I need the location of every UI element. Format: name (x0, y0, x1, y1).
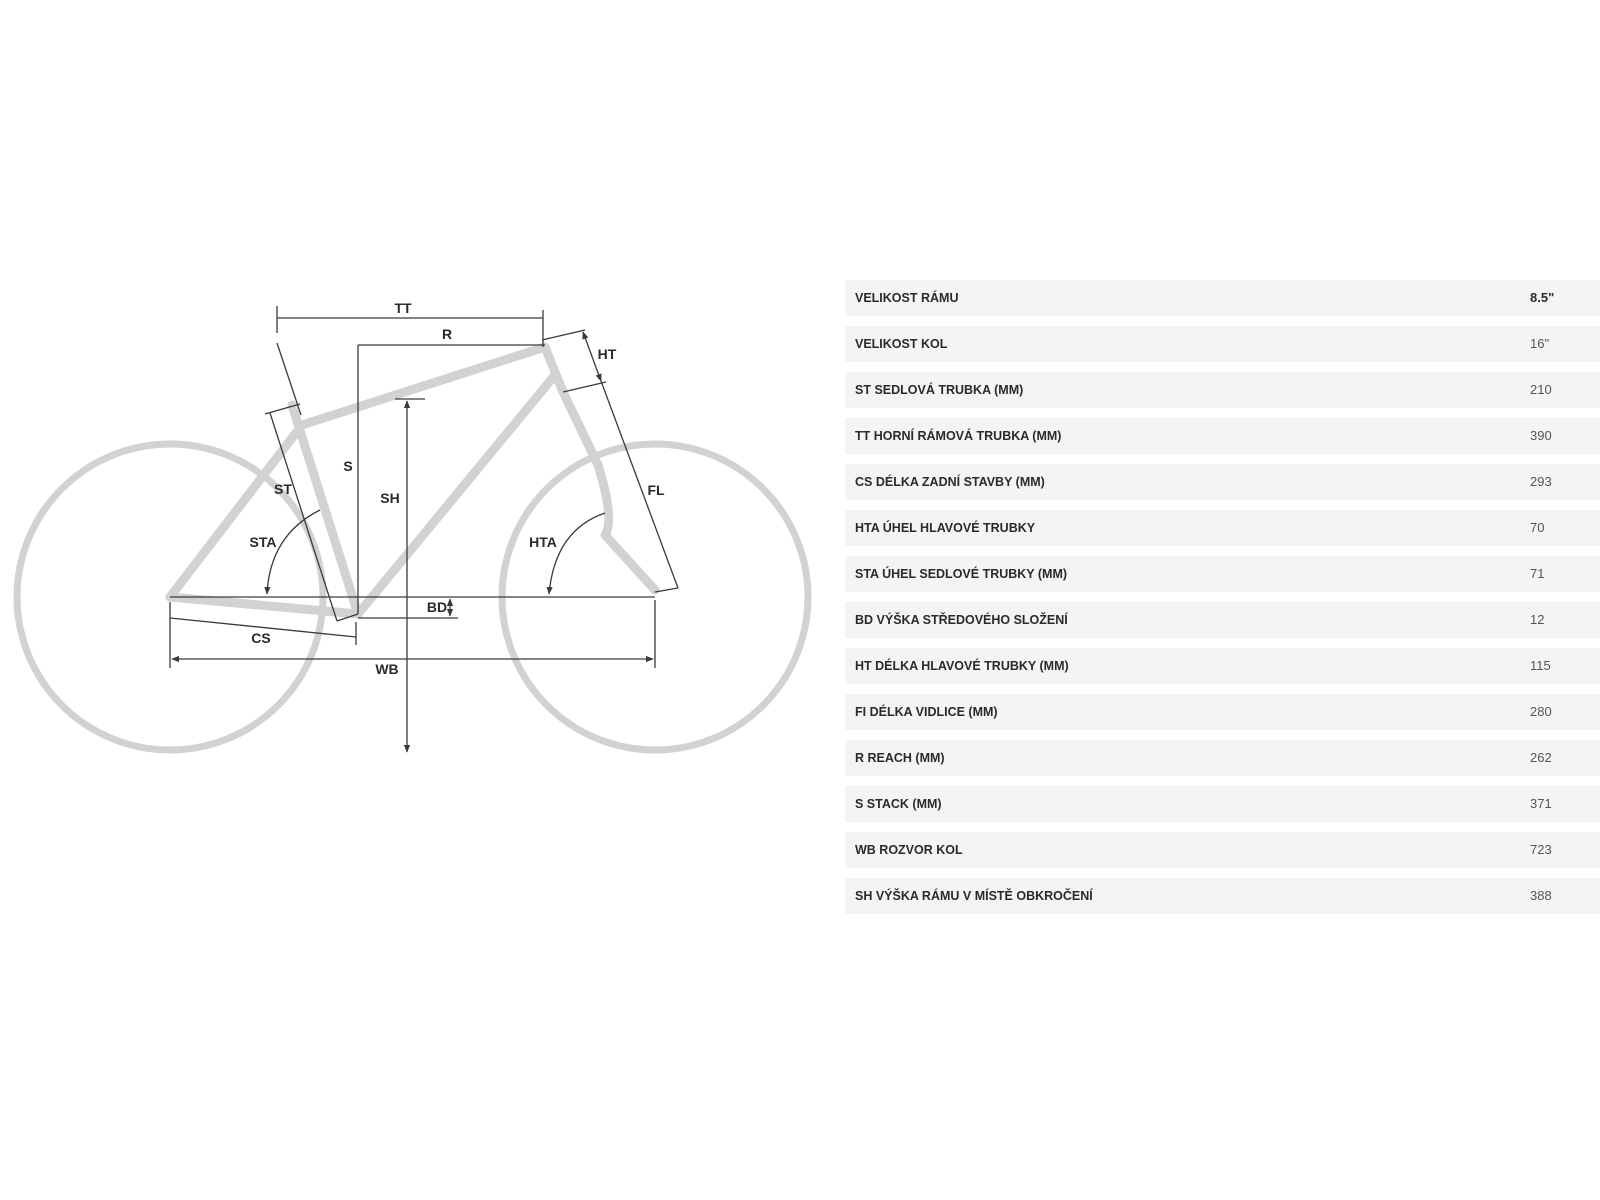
table-row (845, 648, 1600, 684)
label-cs: CS (251, 630, 271, 646)
row-label: S STACK (MM) (855, 797, 942, 811)
row-label: FI DÉLKA VIDLICE (MM) (855, 705, 998, 719)
row-label: HTA ÚHEL HLAVOVÉ TRUBKY (855, 521, 1036, 535)
label-hta: HTA (529, 534, 557, 550)
row-value: 16" (1530, 336, 1550, 351)
wb-dimension (170, 600, 655, 677)
table-row (845, 418, 1600, 454)
row-value: 210 (1530, 382, 1552, 397)
label-st: ST (274, 481, 292, 497)
row-value: 388 (1530, 888, 1552, 903)
label-s: S (343, 458, 353, 474)
label-ht: HT (597, 346, 617, 362)
row-label: BD VÝŠKA STŘEDOVÉHO SLOŽENÍ (855, 613, 1068, 627)
row-value: 262 (1530, 750, 1552, 765)
row-value: 8.5" (1530, 290, 1555, 305)
table-row (845, 832, 1600, 868)
row-value: 115 (1530, 658, 1551, 673)
row-value: 293 (1530, 474, 1552, 489)
row-label: SH VÝŠKA RÁMU V MÍSTĚ OBKROČENÍ (855, 889, 1093, 903)
row-label: ST SEDLOVÁ TRUBKA (MM) (855, 383, 1024, 397)
st-dimension (265, 404, 358, 621)
row-value: 12 (1530, 612, 1545, 627)
label-sh: SH (380, 490, 400, 506)
table-row (845, 464, 1600, 500)
geometry-table (845, 280, 1600, 924)
table-row (845, 556, 1600, 592)
row-label: R REACH (MM) (855, 751, 945, 765)
table-row (845, 694, 1600, 730)
row-value: 390 (1530, 428, 1552, 443)
table-row (845, 372, 1600, 408)
label-r: R (441, 326, 453, 342)
hta-angle (529, 513, 605, 594)
row-label: VELIKOST RÁMU (855, 291, 959, 305)
bike-geometry-diagram (0, 0, 820, 800)
row-label: VELIKOST KOL (855, 337, 948, 351)
label-tt: TT (394, 300, 412, 316)
table-row (845, 280, 1600, 316)
row-label: CS DÉLKA ZADNÍ STAVBY (MM) (855, 475, 1045, 489)
table-row (845, 326, 1600, 362)
sta-angle (250, 510, 320, 594)
row-label: WB ROZVOR KOL (855, 843, 963, 857)
top-tube (302, 347, 545, 425)
fl-dimension (601, 381, 678, 592)
table-row (845, 740, 1600, 776)
fork (563, 392, 655, 590)
label-wb: WB (375, 661, 399, 677)
row-value: 371 (1530, 796, 1552, 811)
label-bd: BD (426, 599, 448, 615)
row-label: STA ÚHEL SEDLOVÉ TRUBKY (MM) (855, 567, 1068, 581)
row-value: 280 (1530, 704, 1552, 719)
reach-stack-dimension (343, 326, 545, 614)
label-sta: STA (249, 534, 277, 550)
row-value: 723 (1530, 842, 1552, 857)
row-value: 70 (1530, 520, 1545, 535)
table-row (845, 878, 1600, 914)
label-fl: FL (647, 482, 665, 498)
table-row (845, 510, 1600, 546)
row-label: TT HORNÍ RÁMOVÁ TRUBKA (MM) (855, 429, 1062, 443)
row-value: 71 (1530, 566, 1545, 581)
table-row (845, 602, 1600, 638)
table-row (845, 786, 1600, 822)
row-label: HT DÉLKA HLAVOVÉ TRUBKY (MM) (855, 659, 1069, 673)
